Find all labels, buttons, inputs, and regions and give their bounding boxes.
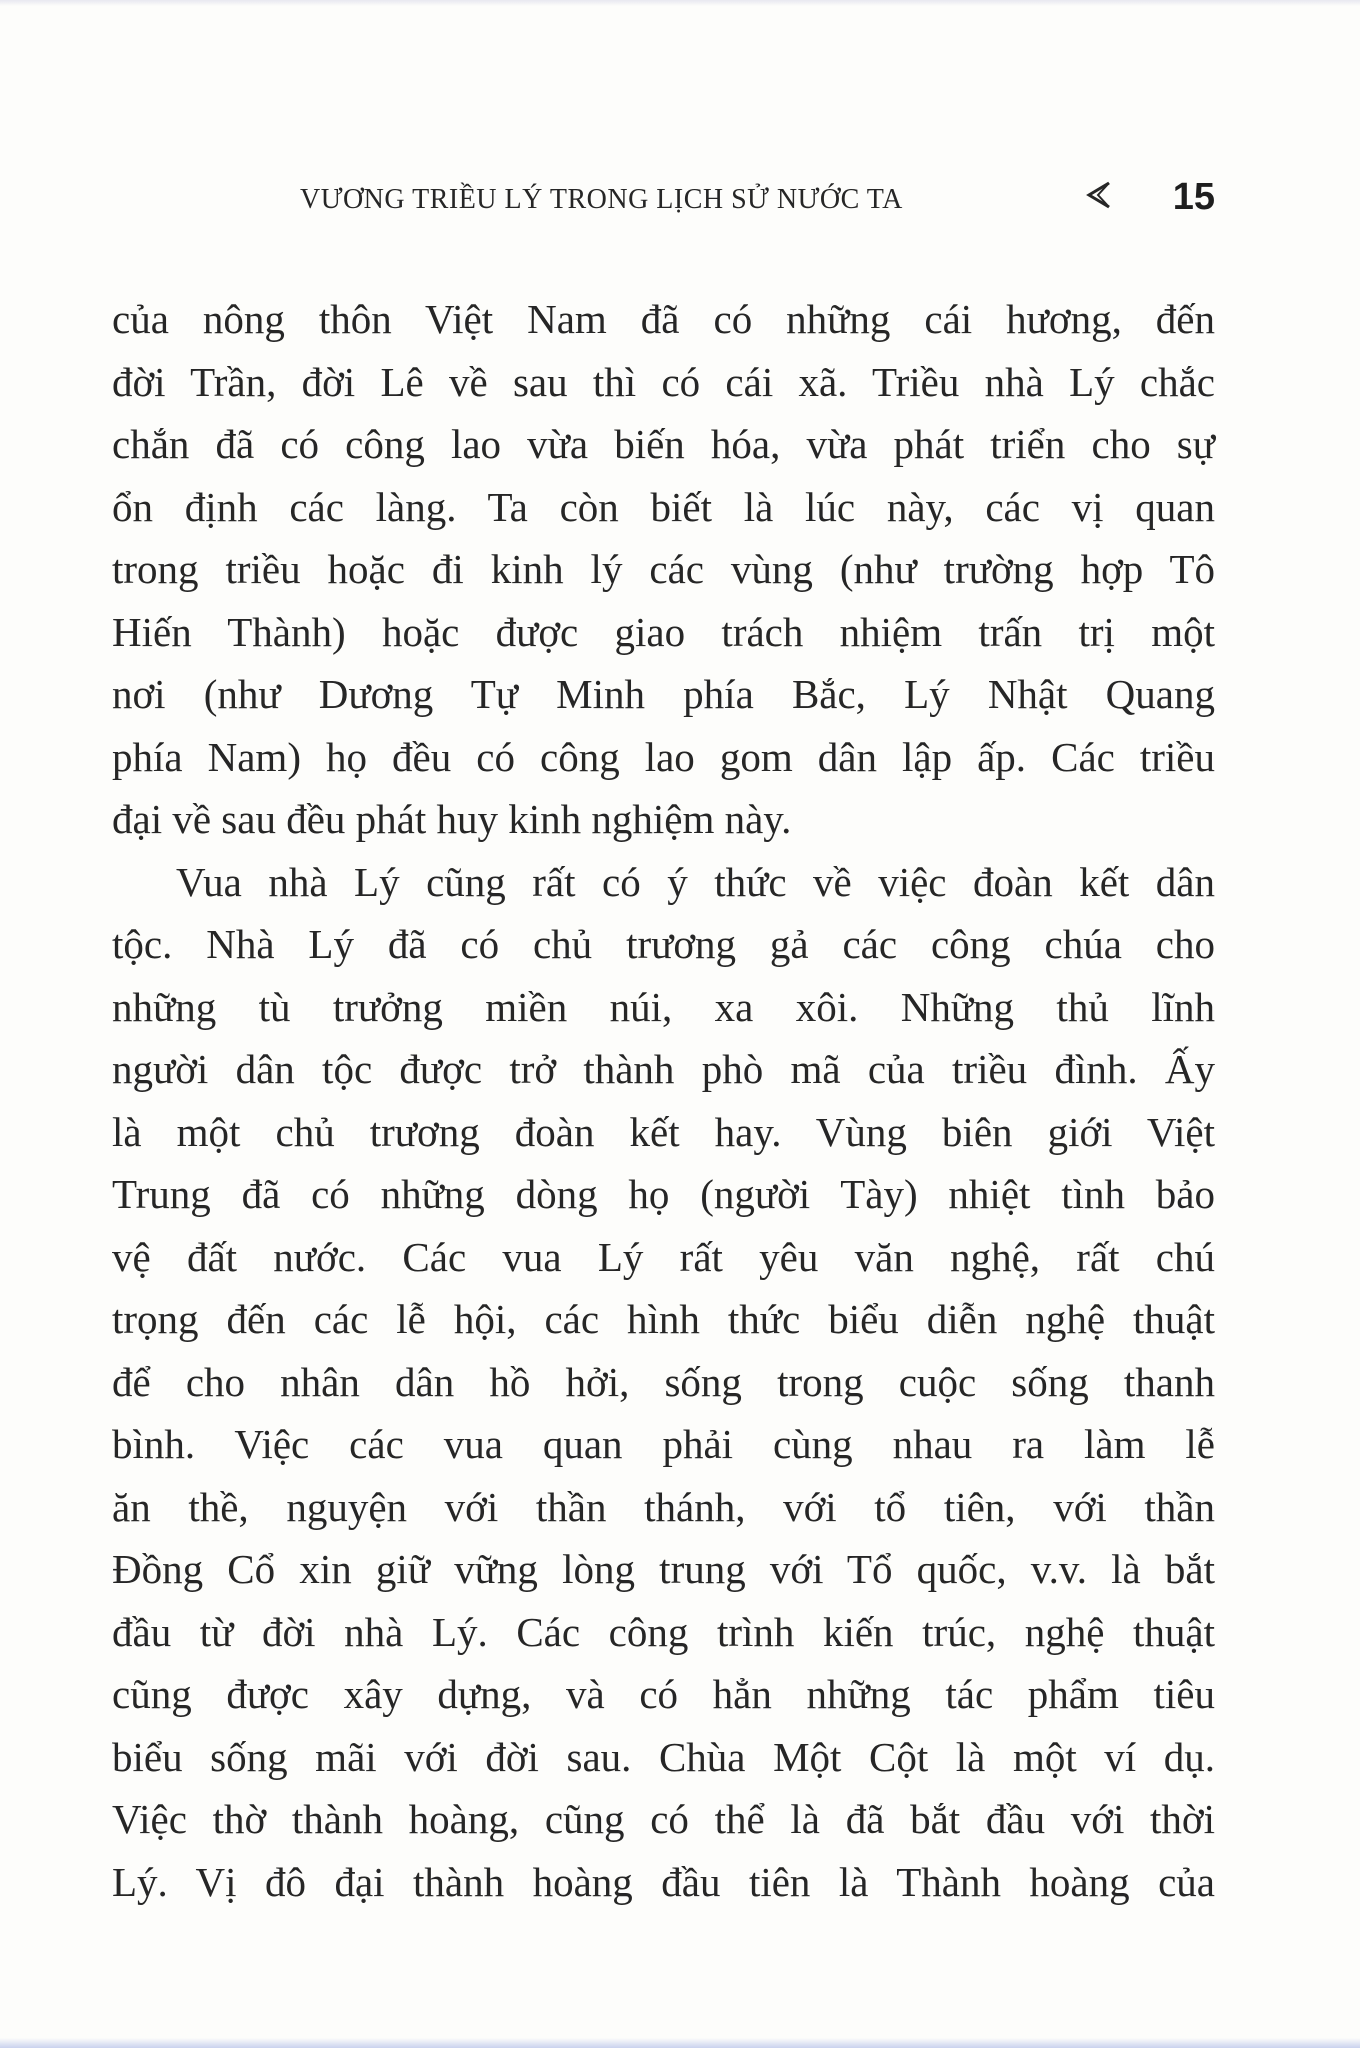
paragraph [112,851,1215,1914]
text-line: người dân tộc được trở thành phò mã của triều đình. Ấy [112,1046,1215,1092]
body-text [112,288,1215,1913]
text-line: tộc. Nhà Lý đã có chủ trương gả các công chúa cho [112,921,1215,967]
running-header [300,176,1215,226]
text-line: Vua nhà Lý cũng rất có ý thức về việc đoàn kết dân [176,858,1215,905]
running-title: VƯƠNG TRIỀU LÝ TRONG LỊCH SỬ NƯỚC TA [300,184,903,215]
text-line: Lý. Vị đô đại thành hoàng đầu tiên là Thành hoàng của [112,1858,1215,1905]
page-number: 15 [1172,176,1215,218]
text-line: cũng được xây dựng, và có hẳn những tác phẩm tiêu [112,1671,1215,1717]
text-line: vệ đất nước. Các vua Lý rất yêu văn nghệ, rất chú [112,1233,1215,1280]
text-line: nơi (như Dương Tự Minh phía Bắc, Lý Nhật Quang [112,671,1215,717]
text-line: trong triều hoặc đi kinh lý các vùng (như trường hợp Tô [112,546,1215,592]
text-line: trọng đến các lễ hội, các hình thức biểu diễn nghệ thuật [112,1296,1215,1342]
text-line: phía Nam) họ đều có công lao gom dân lập ấp. Các triều [112,733,1215,780]
text-line: ổn định các làng. Ta còn biết là lúc này, các vị quan [112,483,1215,530]
text-line: để cho nhân dân hồ hởi, sống trong cuộc sống thanh [112,1358,1215,1405]
text-line: biểu sống mãi với đời sau. Chùa Một Cột là một ví dụ. [112,1733,1215,1780]
text-line: đầu từ đời nhà Lý. Các công trình kiến trúc, nghệ thuật [112,1608,1215,1655]
page-top-edge [0,0,1360,6]
text-line: đời Trần, đời Lê về sau thì có cái xã. Triều nhà Lý chắc [112,358,1215,405]
text-line: Đồng Cổ xin giữ vững lòng trung với Tổ quốc, v.v. là bắt [112,1546,1215,1592]
arrow-left-icon [1086,180,1112,210]
text-line: ăn thề, nguyện với thần thánh, với tổ tiên, với thần [112,1483,1215,1530]
text-line: những tù trưởng miền núi, xa xôi. Những thủ lĩnh [112,983,1215,1030]
text-line: là một chủ trương đoàn kết hay. Vùng biên giới Việt [112,1108,1215,1155]
page-bottom-edge [0,2038,1360,2048]
text-line: của nông thôn Việt Nam đã có những cái hương, đến [112,296,1215,342]
text-line: bình. Việc các vua quan phải cùng nhau ra làm lễ [112,1421,1215,1467]
paragraph [112,288,1215,851]
text-line: Hiến Thành) hoặc được giao trách nhiệm trấn trị một [112,608,1215,655]
text-line: Việc thờ thành hoàng, cũng có thể là đã bắt đầu với thời [112,1796,1215,1842]
text-line: chắn đã có công lao vừa biến hóa, vừa phát triển cho sự [112,421,1215,467]
text-line: Trung đã có những dòng họ (người Tày) nhiệt tình bảo [112,1171,1215,1217]
text-line: đại về sau đều phát huy kinh nghiệm này. [112,796,792,842]
